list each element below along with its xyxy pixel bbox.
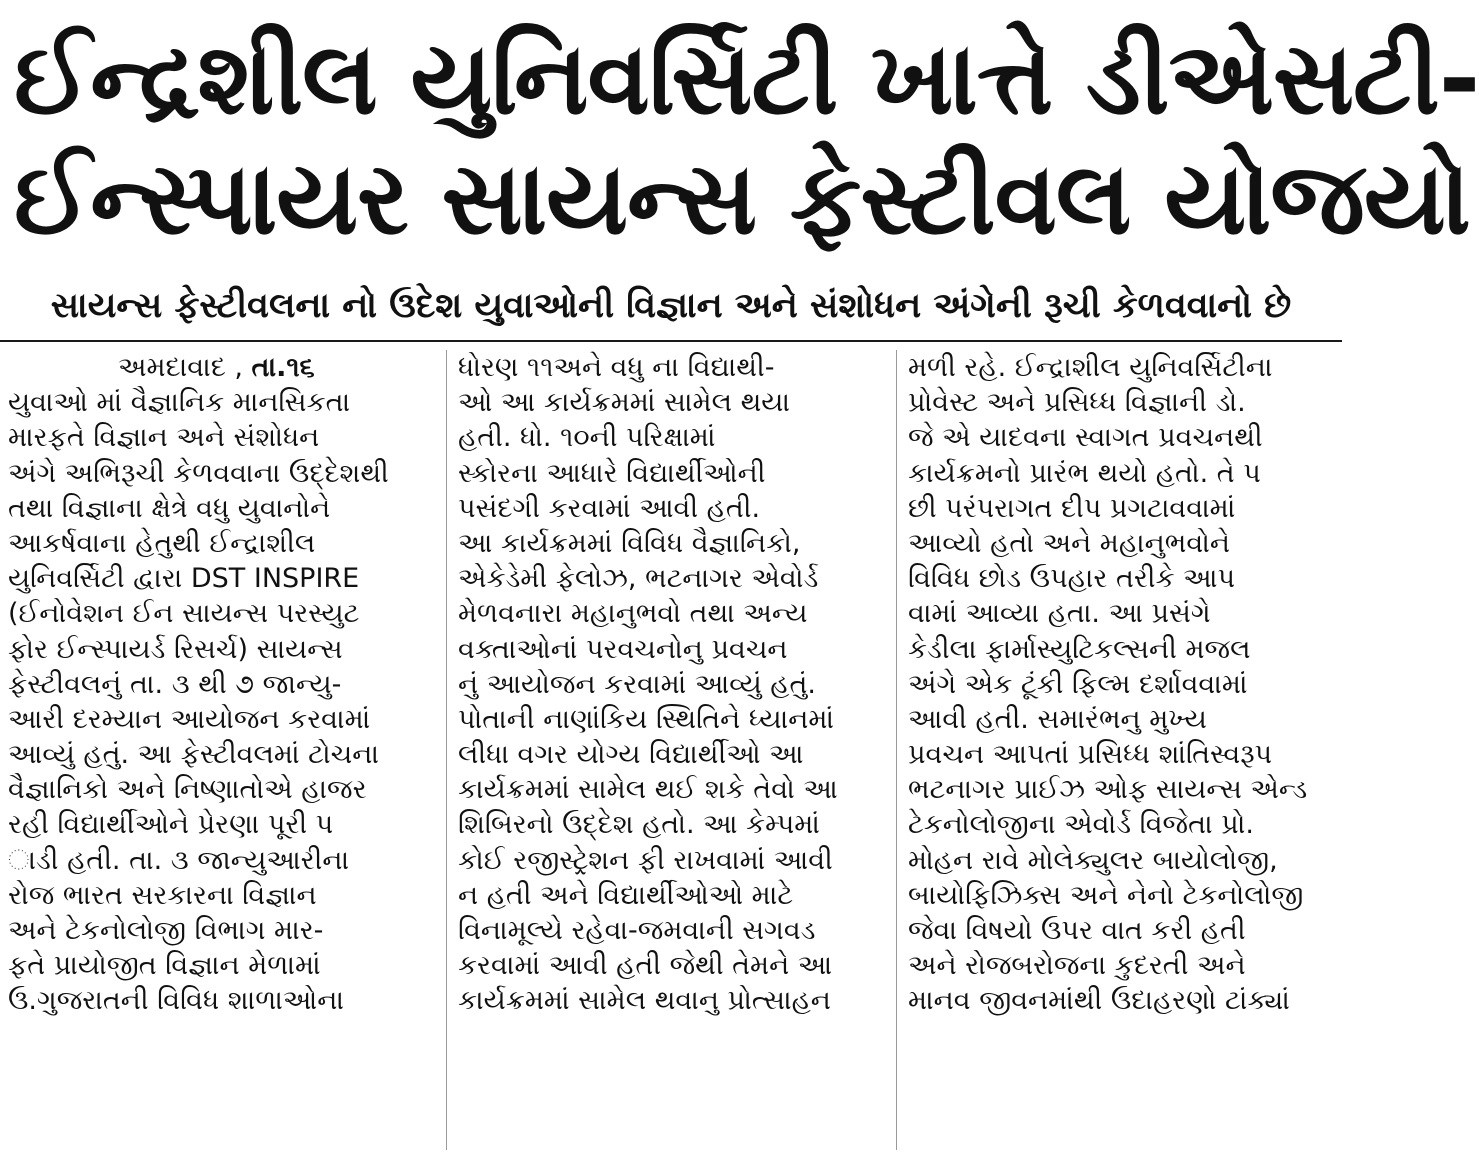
- dateline: [8, 350, 434, 385]
- column-1-line: યુવાઓ માં વૈજ્ઞાનિક માનસિકતા: [8, 387, 351, 419]
- column-divider-2: [896, 350, 897, 1150]
- column-2-line: શિબિરનો ઉદ્દેશ હતો. આ કેમ્પમાં: [458, 809, 820, 841]
- column-2-line: કાર્યક્રમમાં સામેલ થઈ શકે તેવો આ: [458, 774, 838, 806]
- column-3-line: મોહન રાવે મોલેક્યુલર બાયોલોજી,: [908, 844, 1278, 876]
- column-1-line: રહી વિદ્યાર્થીઓને પ્રેરણા પૂરી પ: [8, 809, 334, 841]
- column-divider-1: [446, 350, 447, 1150]
- column-2-line: હતી. ધો. ૧૦ની પરિક્ષામાં: [458, 422, 716, 454]
- column-2-line: વિનામૂલ્યે રહેવા-જમવાની સગવડ: [458, 915, 816, 946]
- article-column-1: [8, 350, 434, 1150]
- article-column-3: [908, 350, 1334, 1150]
- column-1-line: યુનિવર્સિટી દ્વારા DST INSPIRE: [8, 563, 360, 595]
- column-3-line: બાયોફિઝિક્સ અને નેનો ટેકનોલોજી: [908, 879, 1304, 911]
- column-1-line: અને ટેકનોલોજી વિભાગ માર-: [8, 915, 324, 946]
- column-2-line: મેળવનારા મહાનુભવો તથા અન્ય: [458, 598, 808, 630]
- dateline-place: અમદાવાદ ,: [118, 352, 243, 383]
- column-3-line: વામાં આવ્યા હતા. આ પ્રસંગે: [908, 598, 1211, 630]
- column-1-line: રોજ ભારત સરકારના વિજ્ઞાન: [8, 879, 317, 911]
- column-3-line: કાર્યક્રમનો પ્રારંભ થયો હતો. તે પ: [908, 457, 1261, 489]
- column-1-line: આકર્ષવાના હેતુથી ઈન્દ્રાશીલ: [8, 527, 316, 559]
- column-3-line: જેવા વિષયો ઉપર વાત કરી હતી: [908, 915, 1246, 946]
- column-2-line: નું આયોજન કરવામાં આવ્યું હતું.: [458, 668, 816, 700]
- subheadline: સાયન્સ ફેસ્ટીવલના નો ઉદેશ યુવાઓની વિજ્ઞાન અને સંશોધન અંગેની રૂચી કેળવવાનો છે: [50, 286, 1292, 326]
- article-column-2: [458, 350, 884, 1150]
- column-2-line: કોઈ રજીસ્ટ્રેશન ફી રાખવામાં આવી: [458, 844, 833, 876]
- column-1-line: (ઈનોવેશન ઈન સાયન્સ પરસ્યુટ: [8, 598, 360, 630]
- column-3-line: કેડીલા ફાર્માસ્યુટિકલ્સની મજલ: [908, 633, 1251, 665]
- column-2-line: ન હતી અને વિદ્યાર્થીઓઓ માટે: [458, 879, 794, 911]
- column-1-line: તથા વિજ્ઞાના ક્ષેત્રે વધુ યુવાનોને: [8, 492, 331, 524]
- column-2-line: એકેડેમી ફેલોઝ, ભટનાગર એવોર્ડ: [458, 563, 819, 595]
- column-3-line: વિવિધ છોડ ઉપહાર તરીકે આપ: [908, 563, 1236, 595]
- headline-divider: [0, 340, 1342, 342]
- dateline-date: તા.૧૬: [251, 352, 315, 383]
- column-3-line: જે એ યાદવના સ્વાગત પ્રવચનથી: [908, 422, 1263, 454]
- column-2-line: લીધા વગર યોગ્ય વિદ્યાર્થીઓ આ: [458, 739, 804, 771]
- column-1-line: ઉ.ગુજરાતની વિવિધ શાળાઓના: [8, 985, 344, 1017]
- column-3-line: માનવ જીવનમાંથી ઉદાહરણો ટાંક્યાં: [908, 985, 1290, 1017]
- column-2-line: ધોરણ ૧૧અને વધુ ના વિદ્યાથી-: [458, 352, 775, 383]
- headline-line-1: ઈન્દ્રશીલ યુનિવર્સિટી ખાત્તે ડીએસટી-: [14, 20, 1479, 137]
- column-1-line: મારફતે વિજ્ઞાન અને સંશોધન: [8, 422, 320, 454]
- column-1-line: ફતે પ્રાયોજીત વિજ્ઞાન મેળામાં: [8, 950, 321, 982]
- column-2-line: પોતાની નાણાંકિય સ્થિતિને ધ્યાનમાં: [458, 703, 835, 735]
- column-1-line: અંગે અભિરૂચી કેળવવાના ઉદ્દેશથી: [8, 457, 389, 489]
- column-3-line: ટેકનોલોજીના એવોર્ડ વિજેતા પ્રો.: [908, 809, 1255, 841]
- headline-line-2: ઈન્સ્પાયર સાયન્સ ફેસ્ટીવલ યોજયો: [14, 140, 1470, 257]
- column-2-line: સ્કોરના આધારે વિદ્યાર્થીઓની: [458, 457, 766, 489]
- column-3-line: ભટનાગર પ્રાઈઝ ઓફ સાયન્સ એન્ડ: [908, 774, 1308, 806]
- column-2-line: ઓ આ કાર્યક્રમમાં સામેલ થયા: [458, 387, 791, 419]
- column-3-line: પ્રોવેસ્ટ અને પ્રસિધ્ધ વિજ્ઞાની ડો.: [908, 387, 1246, 419]
- column-2-line: આ કાર્યક્રમમાં વિવિધ વૈજ્ઞાનિકો,: [458, 527, 801, 559]
- column-2-line: વક્તાઓનાં પરવચનોનુ પ્રવચન: [458, 633, 788, 665]
- column-1-line: ફેસ્ટીવલનું તા. ૩ થી ૭ જાન્યુ-: [8, 668, 342, 700]
- column-2-line: કરવામાં આવી હતી જેથી તેમને આ: [458, 950, 833, 982]
- column-3-line: આવ્યો હતો અને મહાનુભવોને: [908, 527, 1231, 559]
- column-2-line: કાર્યક્રમમાં સામેલ થવાનુ પ્રોત્સાહન: [458, 985, 831, 1017]
- column-3-line: મળી રહે. ઈન્દ્રાશીલ યુનિવર્સિટીના: [908, 352, 1273, 383]
- column-2-line: પસંદગી કરવામાં આવી હતી.: [458, 492, 761, 524]
- column-3-line: અંગે એક ટૂંકી ફિલ્મ દર્શાવવામાં: [908, 668, 1248, 700]
- column-1-line: ાડી હતી. તા. ૩ જાન્યુઆરીના: [8, 844, 350, 876]
- column-1-line: આવ્યું હતું. આ ફેસ્ટીવલમાં ટોચના: [8, 739, 379, 771]
- column-1-line: આરી દરમ્યાન આયોજન કરવામાં: [8, 703, 371, 735]
- column-3-line: આવી હતી. સમારંભનુ મુખ્ય: [908, 703, 1207, 735]
- column-3-line: પ્રવચન આપતાં પ્રસિધ્ધ શાંતિસ્વરૂપ: [908, 739, 1273, 771]
- column-1-line: ફોર ઈન્સ્પાયર્ડ રિસર્ચ) સાયન્સ: [8, 633, 343, 665]
- column-3-line: છી પરંપરાગત દીપ પ્રગટાવવામાં: [908, 492, 1236, 524]
- column-1-line: વૈજ્ઞાનિકો અને નિષ્ણાતોએ હાજર: [8, 774, 367, 806]
- column-3-line: અને રોજબરોજના કુદરતી અને: [908, 950, 1246, 982]
